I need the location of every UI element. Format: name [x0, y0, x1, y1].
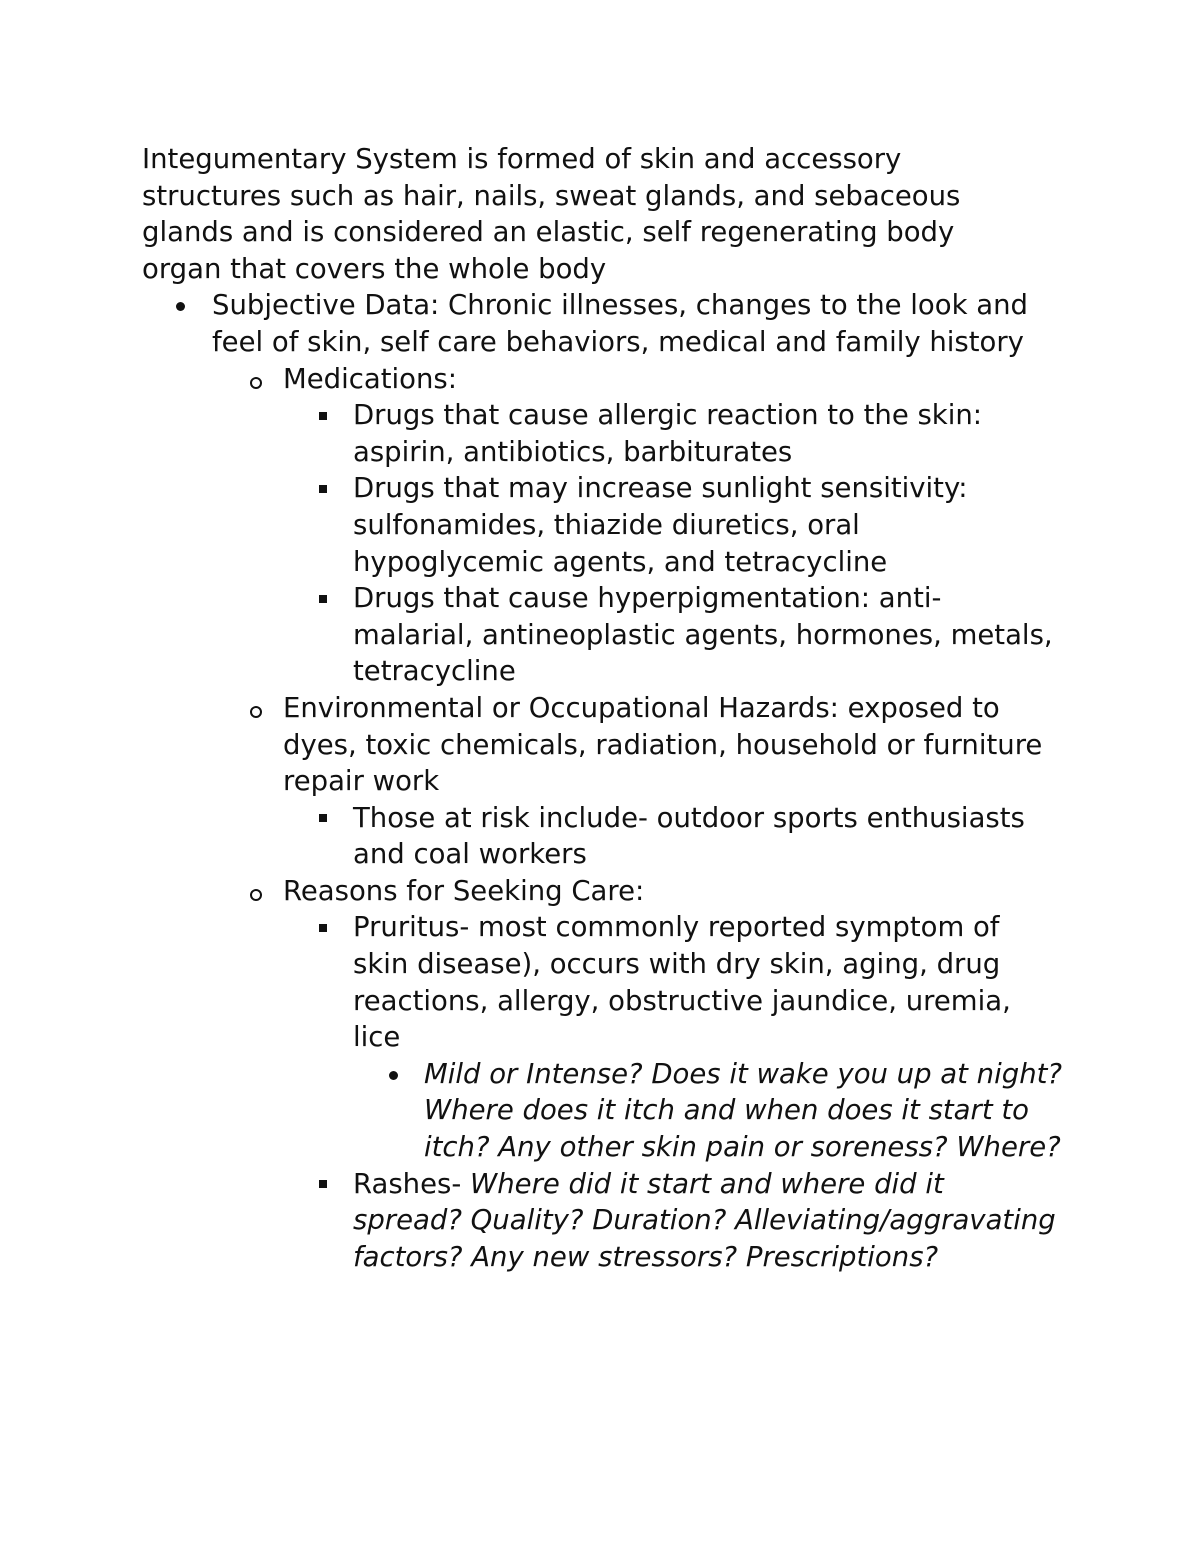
pruritus-text: Pruritus- most commonly reported symptom of skin disease), occurs with dry skin, aging, drug reactions, allergy, obstructive jaundice, uremia, lice — [353, 911, 1011, 1054]
rashes-label: Rashes- — [353, 1167, 471, 1200]
list-item-rashes — [142, 1166, 1059, 1276]
bullet-square-icon — [313, 470, 333, 507]
list-item-drug-sunlight — [142, 470, 1059, 580]
list-item-at-risk — [142, 800, 1059, 873]
list-item-medications — [142, 361, 1059, 398]
rashes-questions-text: Where did it start and where did it spread? Quality? Duration? Alleviating/aggravating factors? Any new stressors? Prescriptions? — [353, 1167, 1056, 1273]
bullet-square-icon — [313, 1166, 333, 1203]
drug-hyperpigmentation-text: Drugs that cause hyperpigmentation: anti-malarial, antineoplastic agents, hormones, metals, tetracycline — [353, 582, 1053, 688]
bullet-circle-icon — [246, 361, 266, 398]
bullet-square-icon — [313, 800, 333, 837]
intro-paragraph: Integumentary System is formed of skin and accessory structures such as hair, nails, sweat glands, and sebaceous glands and is considered an elastic, self regenerating body organ that covers the whole body — [142, 143, 961, 285]
bullet-circle-icon — [246, 873, 266, 910]
bullet-square-icon — [313, 909, 333, 946]
list-item-drug-allergic — [142, 397, 1059, 470]
bullet-circle-icon — [246, 690, 266, 727]
document-body — [142, 141, 1082, 1275]
drug-sunlight-text: Drugs that may increase sunlight sensitivity: sulfonamides, thiazide diuretics, oral hypoglycemic agents, and tetracycline — [353, 472, 968, 578]
list-item-drug-hyperpigmentation — [142, 580, 1059, 690]
list-item-pruritus-questions — [142, 1056, 1064, 1166]
list-item-subjective-data — [142, 287, 1057, 360]
drug-allergic-text: Drugs that cause allergic reaction to the skin: aspirin, antibiotics, barbiturates — [353, 399, 983, 468]
hazards-text: Environmental or Occupational Hazards: exposed to dyes, toxic chemicals, radiation, household or furniture repair work — [283, 691, 1043, 798]
at-risk-text: Those at risk include- outdoor sports enthusiasts and coal workers — [353, 801, 1025, 871]
pruritus-questions-text: Mild or Intense? Does it wake you up at night? Where does it itch and when does it start to itch? Any other skin pain or soreness? Where? — [424, 1057, 1063, 1164]
reasons-label: Reasons for Seeking Care: — [283, 874, 645, 907]
bullet-square-icon — [313, 580, 333, 617]
medications-label: Medications: — [283, 362, 457, 395]
bullet-dot-icon — [383, 1056, 403, 1093]
list-item-pruritus — [142, 909, 1059, 1055]
subjective-data-text: Subjective Data: Chronic illnesses, changes to the look and feel of skin, self care behaviors, medical and family history — [212, 289, 1028, 358]
list-item-reasons — [142, 873, 1059, 910]
list-item-hazards — [142, 690, 1059, 800]
bullet-square-icon — [313, 397, 333, 434]
bullet-dot-icon — [170, 287, 190, 324]
